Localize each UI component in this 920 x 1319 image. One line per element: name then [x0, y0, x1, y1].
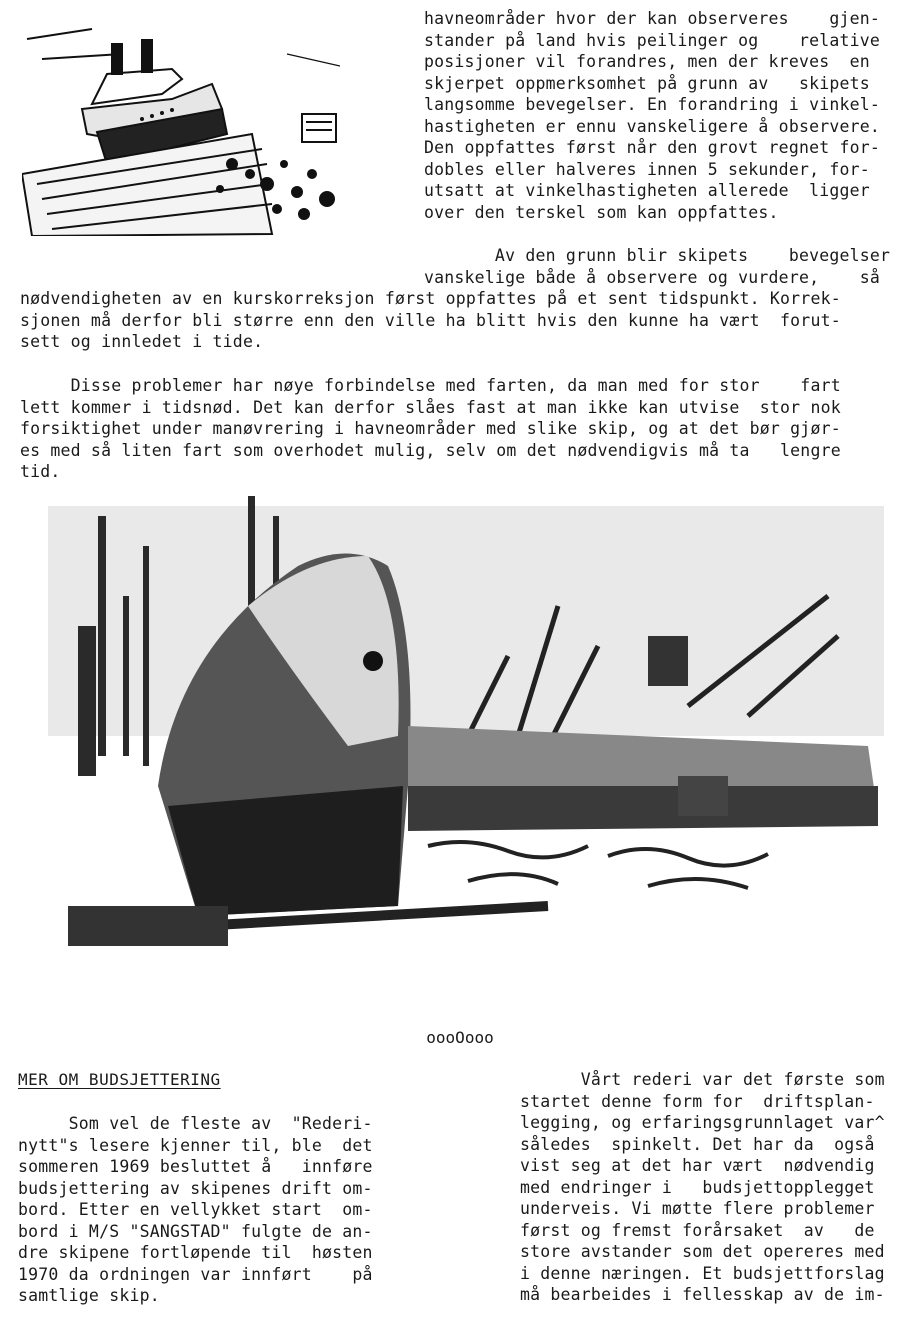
text-line: med endringer i budsjettopplegget — [520, 1177, 875, 1197]
text-line: først og fremst forårsaket av de — [520, 1220, 875, 1240]
text-line: stander på land hvis peilinger og relative — [424, 30, 881, 50]
text-line: vanskelige både å observere og vurdere, så — [424, 267, 881, 287]
text-line: samtlige skip. — [18, 1286, 160, 1305]
harbor-illustration — [48, 486, 884, 976]
text-line: sett og innledet i tide. — [20, 332, 264, 351]
text-line: tid. — [20, 462, 61, 481]
text-line: legging, og erfaringsgrunnlaget var^ — [520, 1113, 885, 1132]
text-line: i denne næringen. Et budsjettforslag — [520, 1263, 885, 1283]
text-line: bord i M/S "SANGSTAD" fulgte de an- — [18, 1221, 373, 1241]
section-separator: oooOooo — [426, 1028, 494, 1047]
text-line: vist seg at det har vært nødvendig — [520, 1156, 875, 1175]
text-line: posisjoner vil forandres, men der kreves en — [424, 52, 870, 71]
text-line: bord. Etter en vellykket start om- — [18, 1200, 373, 1219]
text-line: Vårt rederi var det første som — [520, 1070, 885, 1089]
text-line: langsomme bevegelser. En forandring i vinkel- — [424, 95, 881, 114]
text-line: utsatt at vinkelhastigheten allerede ligger — [424, 181, 870, 200]
text-line: dobles eller halveres innen 5 sekunder, for- — [424, 159, 870, 179]
text-line: dre skipene fortløpende til høsten — [18, 1243, 373, 1262]
text-line: nødvendigheten av en kurskorreksjon først oppfattes på et sent tidspunkt. Korrek- — [20, 289, 841, 308]
section-heading: MER OM BUDSJETTERING — [18, 1070, 221, 1089]
text-line: havneområder hvor der kan observeres gjen- — [424, 9, 881, 28]
text-line: lett kommer i tidsnød. Det kan derfor slåes fast at man ikke kan utvise stor nok — [20, 397, 841, 417]
text-line: Den oppfattes først når den grovt regnet for- — [424, 138, 881, 157]
text-line: således spinkelt. Det har da også — [520, 1134, 875, 1154]
text-line: budsjettering av skipenes drift om- — [18, 1178, 373, 1198]
text-line: Av den grunn blir skipets bevegelser — [424, 246, 891, 265]
text-line: forsiktighet under manøvrering i havneområder med slike skip, og at det bør gjør- — [20, 419, 841, 438]
text-line: nytt"s lesere kjenner til, ble det — [18, 1135, 373, 1155]
text-line: over den terskel som kan oppfattes. — [424, 202, 779, 222]
text-line: Disse problemer har nøye forbindelse med farten, da man med for stor fart — [20, 376, 841, 395]
text-line: må bearbeides i fellesskap av de im- — [520, 1285, 885, 1304]
text-line: startet denne form for driftsplan- — [520, 1091, 875, 1111]
text-line: sjonen må derfor bli større enn den ville ha blitt hvis den kunne ha vært forut- — [20, 310, 841, 330]
text-line: underveis. Vi møtte flere problemer — [520, 1199, 875, 1218]
text-line: Som vel de fleste av "Rederi- — [18, 1114, 373, 1133]
text-line: hastigheten er ennu vanskeligere å observere. — [424, 116, 881, 136]
ship-illustration — [22, 14, 340, 236]
text-line: es med så liten fart som overhodet mulig, selv om det nødvendigvis må ta lengre — [20, 440, 841, 460]
text-line: skjerpet oppmerksomhet på grunn av skipets — [424, 73, 870, 93]
text-line: store avstander som det opereres med — [520, 1242, 885, 1261]
text-line: 1970 da ordningen var innført på — [18, 1264, 373, 1284]
text-line: sommeren 1969 besluttet å innføre — [18, 1157, 373, 1176]
